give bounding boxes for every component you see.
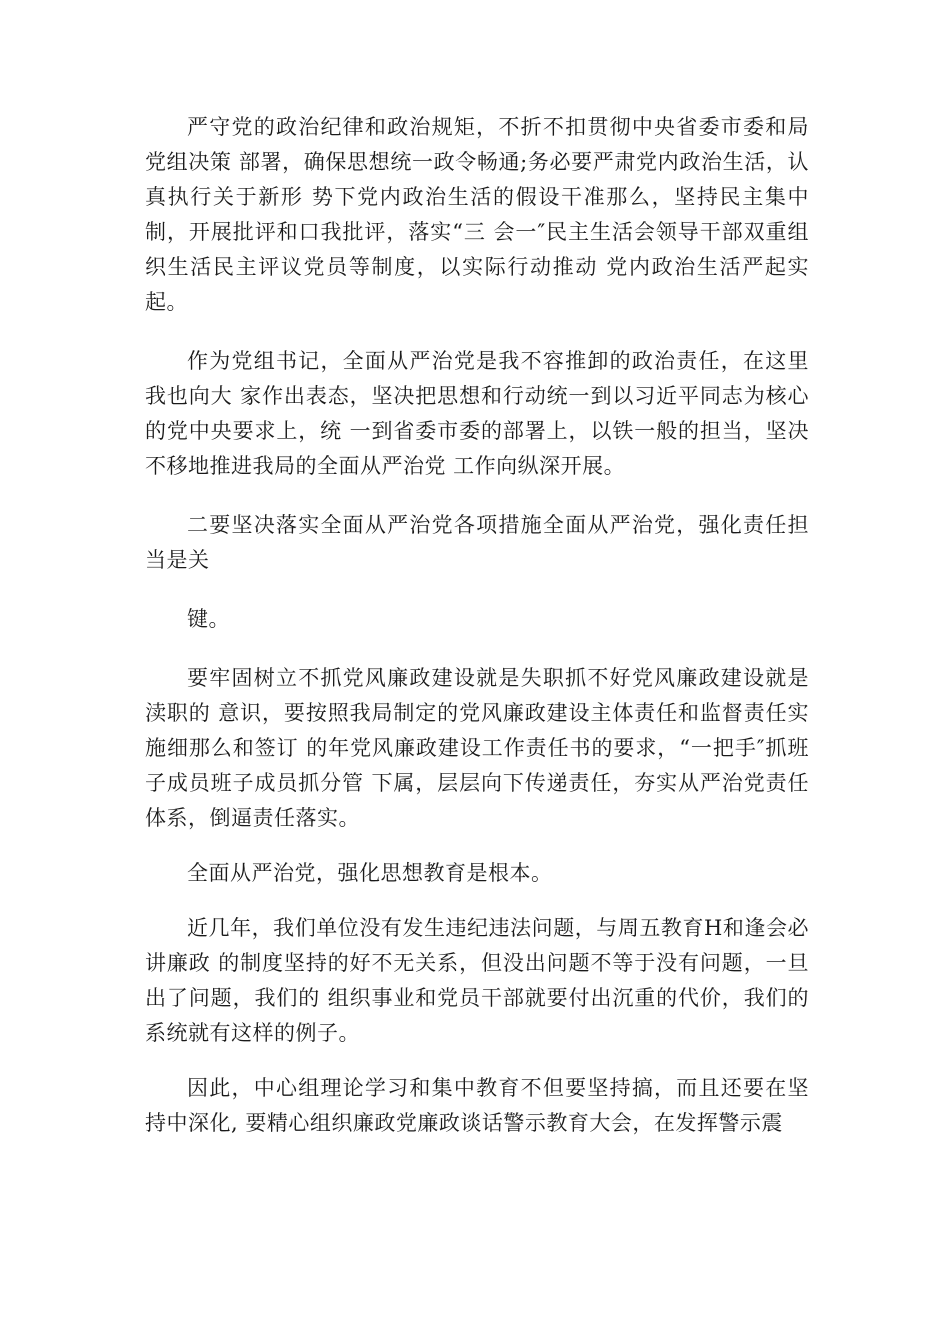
paragraph-key-fragment: 键。 [187,607,230,631]
paragraph-responsibility-awareness: 要牢固树立不抓党风廉政建设就是失职抓不好党风廉政建设就是渎职的 意识，要按照我局制定的党风廉政建设主体责任和监督责任实施细那么和签订 的年党风廉政建设工作责任书的要求，“一把手″抓班子成员班子成员抓分管 下属，层层向下传递责任，夯实从严治党责任体系，倒逼责任落实。 [145,666,809,830]
paragraph-political-discipline: 严守党的政治纪律和政治规矩，不折不扣贯彻中央省委市委和局党组决策 部署，确保思想统一政令畅通;务必要严肃党内政治生活，认真执行关于新形 势下党内政治生活的假设干准那么，坚持民主集中制，开展批评和口我批评，落实“三 会一″民主生活会领导干部双重组织生活民主评议党员等制度，以实际行动推动 党内政治生活严起实起。 [145,115,809,314]
paragraph-implement-measures: 二要坚决落实全面从严治党各项措施全面从严治党，强化责任担当是关 [145,513,809,572]
paragraph-recent-years: 近几年，我们单位没有发生违纪违法问题，与周五教育H和逢会必讲廉政 的制度坚持的好不无关系，但没出问题不等于没有问题，一旦出了问题，我们的 组织事业和党员干部就要付出沉重的代价，我们的系统就有这样的例子。 [145,916,809,1045]
paragraph-party-secretary-statement: 作为党组书记，全面从严治党是我不容推卸的政治责任，在这里我也向大 家作出表态，坚决把思想和行动统一到以习近平同志为核心的党中央要求上，统 一到省委市委的部署上，以铁一般的担当，坚决不移地推进我局的全面从严治党 工作向纵深开展。 [145,349,809,478]
document-body [145,110,809,1141]
paragraph-ideological-education: 全面从严治党，强化思想教育是根本。 [187,861,553,885]
paragraph-central-group-study: 因此，中心组理论学习和集中教育不但要坚持搞，而且还要在坚持中深化, 要精心组织廉政党廉政谈话警示教育大会，在发挥警示震 [145,1076,809,1135]
